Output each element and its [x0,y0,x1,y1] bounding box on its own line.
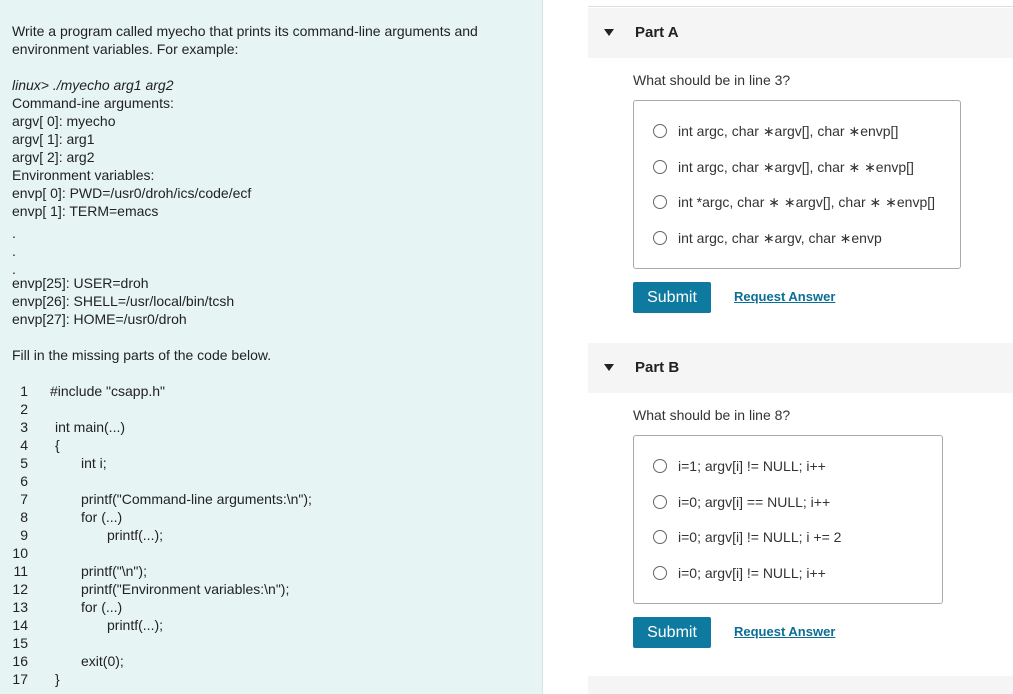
part-b-submit-button[interactable]: Submit [633,617,711,648]
part-a-header[interactable] [588,8,1013,58]
part-a-submit-button[interactable]: Submit [633,282,711,313]
line-number: 4 [20,437,28,453]
line-number: 7 [20,491,28,507]
example-line: argv[ 0]: myecho [12,113,116,129]
collapse-triangle-icon[interactable] [604,364,614,371]
radio-button[interactable] [653,530,667,544]
part-b-question: What should be in line 8? [633,407,791,423]
line-number: 13 [12,599,28,615]
example-line: envp[ 1]: TERM=emacs [12,203,159,219]
part-a-request-answer-link[interactable]: Request Answer [734,289,836,304]
example-command: linux> ./myecho arg1 arg2 [12,77,174,93]
code-text: printf("\n"); [81,563,147,579]
option-label[interactable]: i=0; argv[i] == NULL; i++ [678,494,831,510]
problem-intro: Write a program called myecho that prints its command-line arguments and environment variables. For example: [12,23,478,57]
example-line: envp[25]: USER=droh [12,275,149,291]
part-a-title: Part A [635,24,679,41]
option-label[interactable]: i=0; argv[i] != NULL; i += 2 [678,529,842,545]
part-a-options [633,100,961,269]
option-label[interactable]: int argc, char ∗argv[], char ∗envp[] [678,123,899,139]
part-b-title: Part B [635,359,680,376]
code-text: for (...) [81,599,123,615]
part-b-options [633,435,943,604]
top-divider [588,6,1013,7]
example-line: Environment variables: [12,167,155,183]
option-label[interactable]: int argc, char ∗argv, char ∗envp [678,230,882,246]
part-b-header[interactable] [588,343,1013,393]
code-text: } [55,671,60,687]
line-number: 15 [12,635,28,651]
line-number: 16 [12,653,28,669]
line-number: 3 [20,419,28,435]
code-text: printf(...); [107,527,164,543]
collapse-triangle-icon[interactable] [604,29,614,36]
dot: . [12,243,16,259]
option-label[interactable]: int argc, char ∗argv[], char ∗ ∗envp[] [678,159,914,175]
line-number: 11 [13,563,28,579]
line-number: 12 [12,581,28,597]
line-number: 5 [20,455,28,471]
part-b-request-answer-link[interactable]: Request Answer [734,624,836,639]
code-text: printf("Command-line arguments:\n"); [81,491,312,507]
fill-instruction: Fill in the missing parts of the code below. [12,347,272,363]
line-number: 17 [12,671,28,687]
code-text: exit(0); [81,653,124,669]
example-output-tail [12,274,234,328]
dot: . [12,261,16,277]
code-text: { [55,437,60,453]
radio-button[interactable] [653,160,667,174]
example-line: argv[ 1]: arg1 [12,131,95,147]
option-label[interactable]: int *argc, char ∗ ∗argv[], char ∗ ∗envp[] [678,194,936,210]
line-number: 9 [20,527,28,543]
code-text: printf(...); [107,617,164,633]
example-line: envp[26]: SHELL=/usr/local/bin/tcsh [12,293,235,309]
code-text: for (...) [81,509,123,525]
line-number: 6 [20,473,28,489]
code-text: #include "csapp.h" [50,383,166,399]
next-part-header-edge [588,676,1013,694]
line-number: 14 [12,617,28,633]
radio-button[interactable] [653,459,667,473]
example-line: envp[27]: HOME=/usr0/droh [12,311,187,327]
radio-button[interactable] [653,231,667,245]
radio-button[interactable] [653,566,667,580]
example-line: argv[ 2]: arg2 [12,149,95,165]
code-text: int main(...) [55,419,126,435]
line-number: 1 [20,383,28,399]
part-a-question: What should be in line 3? [633,72,791,88]
example-line: Command-ine arguments: [12,95,174,111]
code-text: int i; [81,455,107,471]
example-line: envp[ 0]: PWD=/usr0/droh/ics/code/ecf [12,185,252,201]
radio-button[interactable] [653,495,667,509]
line-number: 10 [12,545,28,561]
example-output [12,76,251,220]
dot: . [12,225,16,241]
radio-button[interactable] [653,195,667,209]
line-number: 8 [20,509,28,525]
ellipsis-dots [12,224,16,278]
option-label[interactable]: i=0; argv[i] != NULL; i++ [678,565,826,581]
option-label[interactable]: i=1; argv[i] != NULL; i++ [678,458,826,474]
radio-button[interactable] [653,124,667,138]
code-text: printf("Environment variables:\n"); [81,581,290,597]
line-number: 2 [20,401,28,417]
